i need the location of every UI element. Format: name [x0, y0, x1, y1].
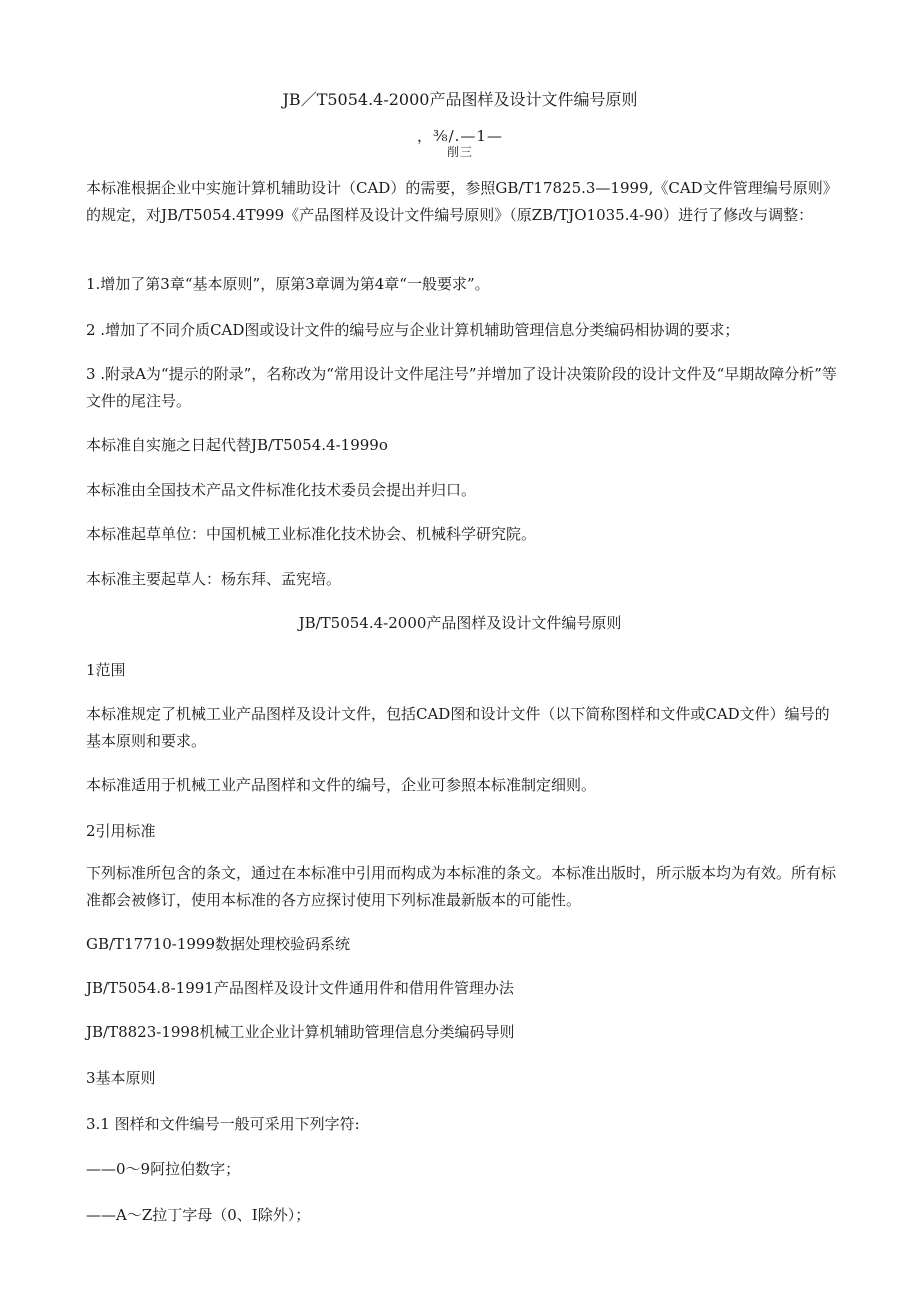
section-1-paragraph-1: 本标准规定了机械工业产品图样及设计文件，包括CAD图和设计文件（以下简称图样和文件或CAD文件）编号的基本原则和要求。: [86, 705, 830, 750]
section-2-heading: 2引用标准: [86, 822, 156, 840]
clause-3-1: 3.1 图样和文件编号一般可采用下列字符:: [86, 1115, 360, 1133]
header-title: JB／T5054.4-2000产品图样及设计文件编号原则: [282, 90, 638, 109]
section-1-heading: 1范围: [86, 661, 126, 679]
section-3-heading: 3基本原则: [86, 1069, 156, 1087]
reference-standard-3: JB/T8823-1998机械工业企业计算机辅助管理信息分类编码导则: [86, 1023, 515, 1041]
header-preface: 削三: [446, 145, 473, 159]
reference-standard-1: GB/T17710-1999数据处理校验码系统: [86, 935, 351, 953]
change-item-3: 3 .附录A为“提示的附录”，名称改为“常用设计文件尾注号”并增加了设计决策阶段的设计文件及“早期故障分析”等文件的尾注号。: [86, 365, 837, 410]
body-title: JB/T5054.4-2000产品图样及设计文件编号原则: [298, 614, 622, 632]
header-code: ，⅜∕.—1—: [417, 127, 503, 145]
intro-paragraph: 本标准根据企业中实施计算机辅助设计（CAD）的需要，参照GB/T17825.3—1999,《CAD文件管理编号原则》的规定，对JB/T5054.4T999《产品图样及设计文件编号原则》（原ZB/TJO1035.4-90）进行了修改与调整：: [86, 179, 838, 224]
proposed-by-statement: 本标准由全国技术产品文件标准化技术委员会提出并归口。: [86, 481, 477, 499]
reference-standard-2: JB/T5054.8-1991产品图样及设计文件通用件和借用件管理办法: [86, 979, 514, 997]
change-item-2: 2 .增加了不同介质CAD图或设计文件的编号应与企业计算机辅助管理信息分类编码相协调的要求；: [86, 321, 740, 339]
drafting-units-statement: 本标准起草单位：中国机械工业标准化技术协会、机械科学研究院。: [86, 525, 537, 543]
section-2-paragraph-1: 下列标准所包含的条文，通过在本标准中引用而构成为本标准的条文。本标准出版时，所示版本均为有效。所有标准都会被修订，使用本标准的各方应探讨使用下列标准最新版本的可能性。: [86, 864, 837, 909]
section-1-paragraph-2: 本标准适用于机械工业产品图样和文件的编号，企业可参照本标准制定细则。: [86, 776, 597, 794]
allowed-chars-letters: ——A～Z拉丁字母（0、I除外）；: [86, 1206, 311, 1224]
allowed-chars-digits: ——0～9阿拉伯数字；: [86, 1160, 241, 1178]
change-item-1: 1.增加了第3章“基本原则”，原第3章调为第4章“一般要求”。: [86, 275, 490, 293]
drafters-statement: 本标准主要起草人：杨东拜、孟宪培。: [86, 570, 342, 588]
replaces-statement: 本标准自实施之日起代替JB/T5054.4-1999o: [86, 436, 388, 454]
